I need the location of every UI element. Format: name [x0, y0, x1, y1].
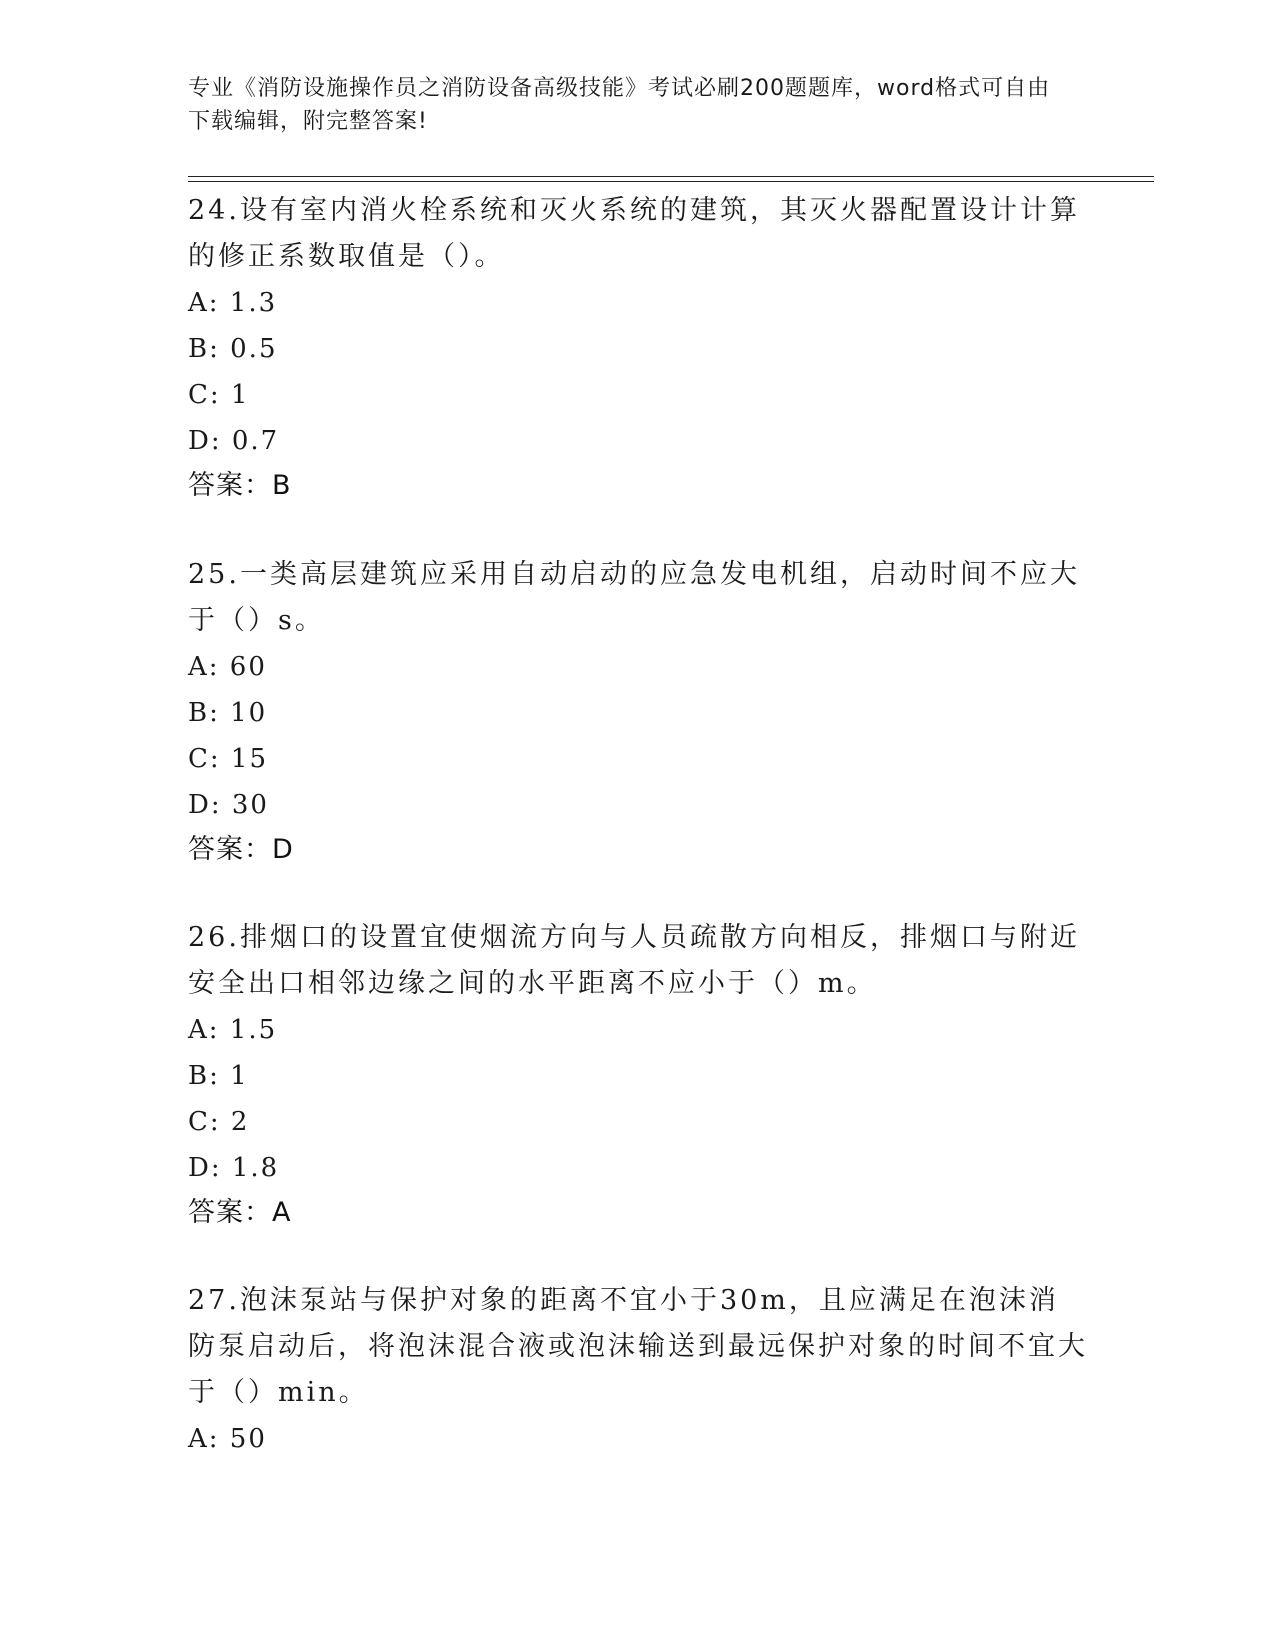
- option-b: B: 1: [188, 1061, 249, 1091]
- answer: 答案：A: [188, 1197, 292, 1228]
- question-25: [188, 552, 1088, 872]
- option-a: A: 60: [188, 652, 267, 682]
- option-c: C: 2: [188, 1107, 250, 1137]
- question-27: [188, 1278, 1088, 1462]
- option-b: B: 0.5: [188, 334, 278, 364]
- option-a: A: 1.3: [188, 288, 278, 318]
- document-header: 专业《消防设施操作员之消防设备高级技能》考试必刷200题题库，word格式可自由下载编辑，附完整答案!: [188, 76, 1051, 134]
- question-26: [188, 915, 1088, 1235]
- question-stem: 24.设有室内消火栓系统和灭火系统的建筑，其灭火器配置设计计算的修正系数取值是（）。: [188, 195, 1080, 272]
- question-stem: 25.一类高层建筑应采用自动启动的应急发电机组，启动时间不应大于（）s。: [188, 559, 1080, 636]
- option-a: A: 50: [188, 1424, 267, 1454]
- option-d: D: 0.7: [188, 426, 280, 456]
- option-b: B: 10: [188, 698, 268, 728]
- option-d: D: 30: [188, 790, 269, 820]
- option-d: D: 1.8: [188, 1153, 280, 1183]
- answer: 答案：B: [188, 470, 292, 501]
- header-divider-bottom: [188, 181, 1154, 182]
- answer: 答案：D: [188, 834, 294, 865]
- question-stem: 26.排烟口的设置宜使烟流方向与人员疏散方向相反，排烟口与附近安全出口相邻边缘之间的水平距离不应小于（）m。: [188, 922, 1080, 999]
- option-c: C: 1: [188, 380, 250, 410]
- option-a: A: 1.5: [188, 1015, 278, 1045]
- question-stem: 27.泡沫泵站与保护对象的距离不宜小于30m，且应满足在泡沫消防泵启动后，将泡沫混合液或泡沫输送到最远保护对象的时间不宜大于（）min。: [188, 1285, 1088, 1408]
- header-divider-top: [188, 176, 1154, 177]
- question-24: [188, 188, 1088, 508]
- option-c: C: 15: [188, 744, 269, 774]
